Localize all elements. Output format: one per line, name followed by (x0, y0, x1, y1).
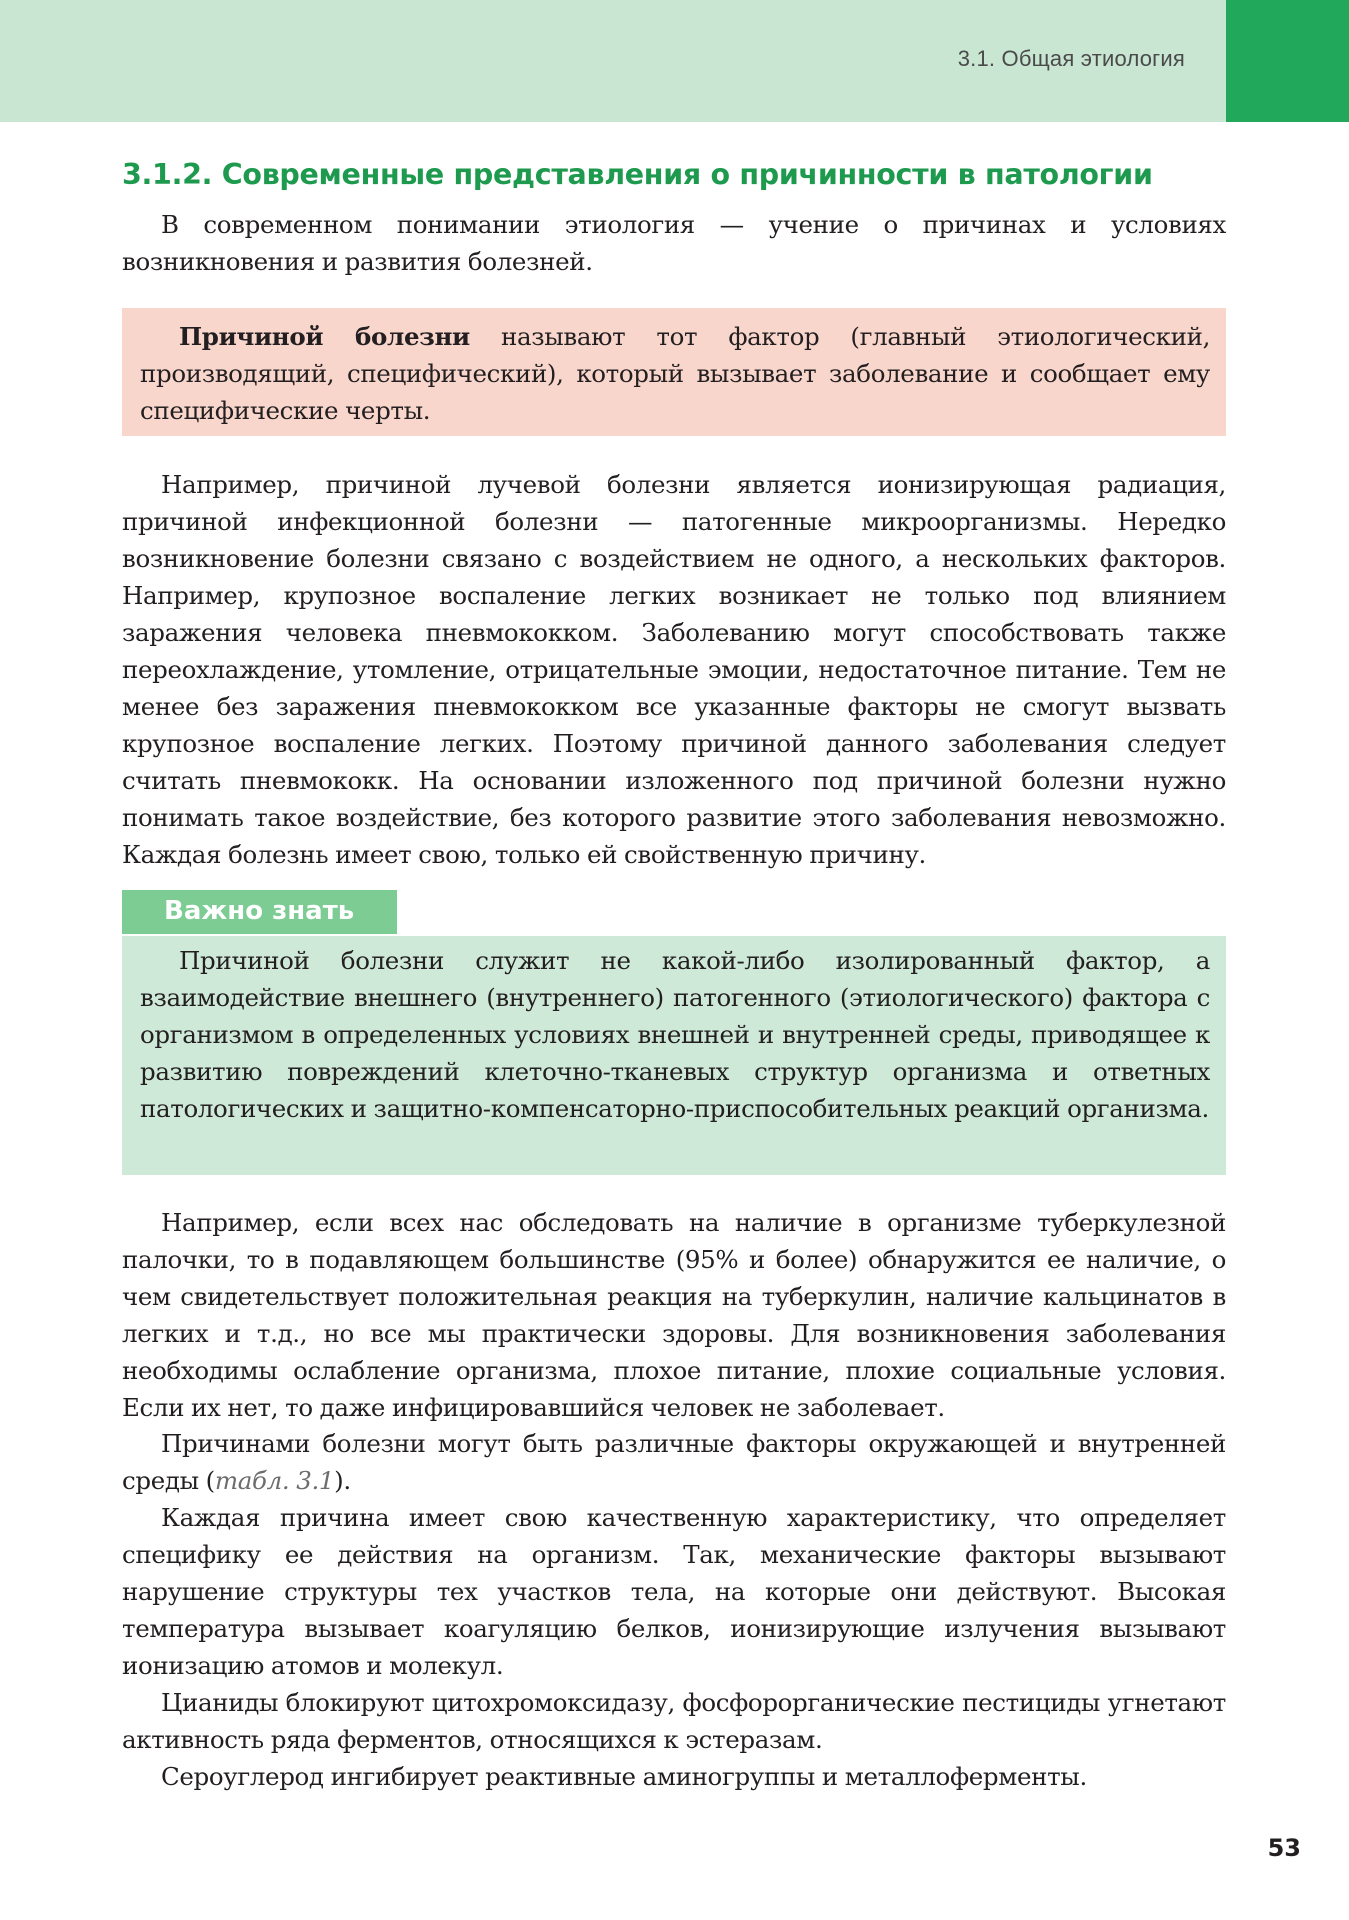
paragraph-carbon-disulfide: Сероуглерод ингибирует реактивные аминогруппы и металлоферменты. (161, 1762, 1087, 1791)
important-label: Важно знать (164, 896, 355, 926)
important-text: Причиной болезни служит не какой-либо изолированный фактор, а взаимодействие внешнего (внутреннего) патогенного (этиологического) фактора с организмом в определенных условиях внешней и внутренней среды, приводящее к развитию повреждений клеточно-тканевых структур организма и ответных патологических и защитно-компенсаторно-приспособительных реакций организма. (140, 946, 1210, 1123)
running-title: 3.1. Общая этиология (957, 46, 1185, 71)
section-title: 3.1.2. Современные представления о причинности в патологии (122, 158, 1153, 191)
header-color-tab (1226, 0, 1349, 122)
paragraph-example-1: Например, причиной лучевой болезни является ионизирующая радиация, причиной инфекционной болезни — патогенные микроорганизмы. Нередко возникновение болезни связано с воздействием не одного, а нескольких факторов. Например, крупозное воспаление легких возникает не только под влиянием заражения человека пневмококком. Заболеванию могут способствовать также переохлаждение, утомление, отрицательные эмоции, недостаточное питание. Тем не менее без заражения пневмококком все указанные факторы не смогут вызвать крупозное воспаление легких. Поэтому причиной данного заболевания следует считать пневмококк. На основании изложенного под причиной болезни нужно понимать такое воздействие, без которого развитие этого заболевания невозможно. Каждая болезнь имеет свою, только ей свойственную причину. (122, 470, 1226, 869)
definition-text: Причиной болезни называют тот фактор (главный этиологический, производящий, специфический), который вызывает заболевание и сообщает ему специфические черты. (140, 322, 1211, 425)
definition-term: Причиной болезни (179, 322, 470, 351)
table-reference-link[interactable]: табл. 3.1 (214, 1466, 335, 1495)
paragraph-cyanides: Цианиды блокируют цитохромоксидазу, фосфорорганические пестициды угнетают активность ряда ферментов, относящихся к эстеразам. (122, 1688, 1226, 1754)
intro-paragraph: В современном понимании этиология — учение о причинах и условиях возникновения и развития болезней. (122, 210, 1226, 276)
page-number: 53 (1267, 1834, 1301, 1862)
paragraph-example-2: Например, если всех нас обследовать на наличие в организме туберкулезной палочки, то в подавляющем большинстве (95% и более) обнаружится ее наличие, о чем свидетельствует положительная реакция на туберкулин, наличие кальцинатов в легких и т.д., но все мы практически здоровы. Для возникновения заболевания необходимы ослабление организма, плохое питание, плохие социальные условия. Если их нет, то даже инфицировавшийся человек не заболевает. (122, 1208, 1226, 1422)
paragraph-causes: Причинами болезни могут быть различные факторы окружающей и внутренней среды (табл. 3.1). (122, 1429, 1226, 1495)
important-box (122, 936, 1226, 1175)
paragraph-quality: Каждая причина имеет свою качественную характеристику, что определяет специфику ее действия на организм. Так, механические факторы вызывают нарушение структуры тех участков тела, на которые они действуют. Высокая температура вызывает коагуляцию белков, ионизирующие излучения вызывают ионизацию атомов и молекул. (122, 1503, 1226, 1680)
definition-box (122, 308, 1226, 436)
